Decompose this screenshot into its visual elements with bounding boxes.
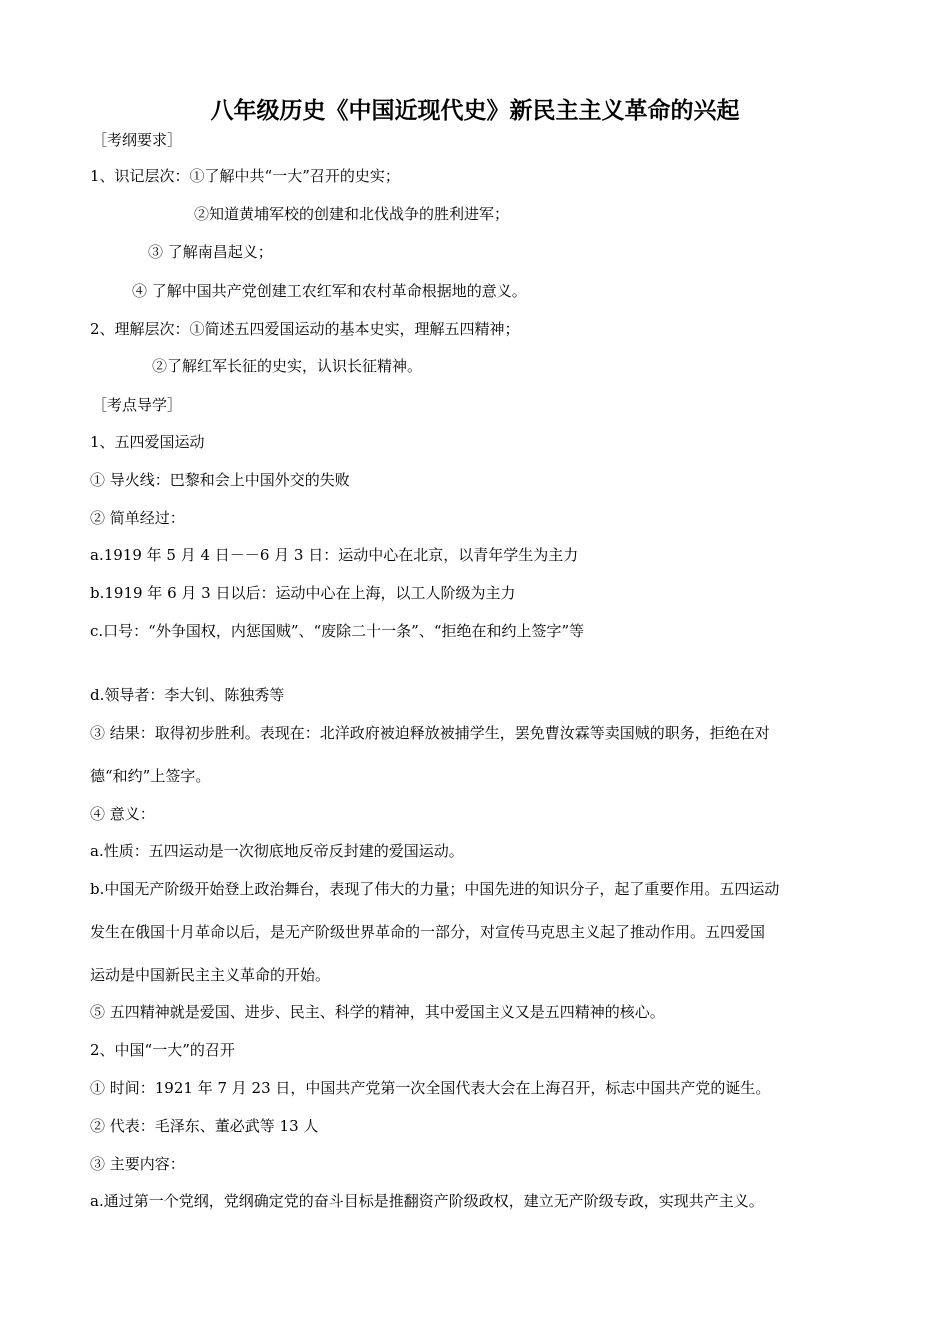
text-line: 德“和约”上签字。 xyxy=(90,767,211,785)
text-line: d.领导者：李大钊、陈独秀等 xyxy=(90,686,285,704)
text-line: ② 代表：毛泽东、董必武等 13 人 xyxy=(90,1117,319,1135)
text-line: ④ 意义： xyxy=(90,805,155,823)
text-line: ② 简单经过： xyxy=(90,509,185,527)
text-line: a.1919 年 5 月 4 日－－6 月 3 日：运动中心在北京，以青年学生为主力 xyxy=(90,546,579,564)
text-line: ③ 结果：取得初步胜利。表现在：北洋政府被迫释放被捕学生，罢免曹汝霖等卖国贼的职务，拒绝在对 xyxy=(90,724,770,742)
text-line: 2、理解层次：①简述五四爱国运动的基本史实，理解五四精神； xyxy=(90,320,520,338)
text-line: a.通过第一个党纲，党纲确定党的奋斗目标是推翻资产阶级政权，建立无产阶级专政，实现共产主义。 xyxy=(90,1192,764,1210)
text-line: 1、识记层次：①了解中共“一大”召开的史实； xyxy=(90,167,400,185)
text-line: ① 时间：1921 年 7 月 23 日，中国共产党第一次全国代表大会在上海召开，标志中国共产党的诞生。 xyxy=(90,1079,771,1097)
text-line: a.性质：五四运动是一次彻底地反帝反封建的爱国运动。 xyxy=(90,842,464,860)
text-line: b.1919 年 6 月 3 日以后：运动中心在上海，以工人阶级为主力 xyxy=(90,584,516,602)
text-line: ⑤ 五四精神就是爱国、进步、民主、科学的精神，其中爱国主义又是五四精神的核心。 xyxy=(90,1003,665,1021)
text-line: ②了解红军长征的史实，认识长征精神。 xyxy=(152,357,423,375)
text-line: 运动是中国新民主主义革命的开始。 xyxy=(90,966,331,984)
text-line: ③ 主要内容： xyxy=(90,1155,185,1173)
text-line: c.口号：“外争国权，内惩国贼”、“废除二十一条”、“拒绝在和约上签字”等 xyxy=(90,622,585,640)
text-line: b.中国无产阶级开始登上政治舞台，表现了伟大的力量；中国先进的知识分子，起了重要作用。五四运动 xyxy=(90,880,780,898)
text-line: ④ 了解中国共产党创建工农红军和农村革命根据地的意义。 xyxy=(132,282,527,300)
text-line: ① 导火线：巴黎和会上中国外交的失败 xyxy=(90,471,350,489)
text-line: 1、五四爱国运动 xyxy=(90,433,205,451)
text-line: ③ 了解南昌起义； xyxy=(148,243,273,261)
text-line: 2、中国“一大”的召开 xyxy=(90,1041,235,1059)
text-line: ②知道黄埔军校的创建和北伐战争的胜利进军； xyxy=(194,205,510,223)
section-heading-requirements: ［考纲要求］ xyxy=(92,131,183,149)
text-line: 发生在俄国十月革命以后，是无产阶级世界革命的一部分，对宣传马克思主义起了推动作用。五四爱国 xyxy=(90,923,766,941)
section-heading-guide: ［考点导学］ xyxy=(92,396,183,414)
document-title: 八年级历史《中国近现代史》新民主主义革命的兴起 xyxy=(210,98,740,124)
